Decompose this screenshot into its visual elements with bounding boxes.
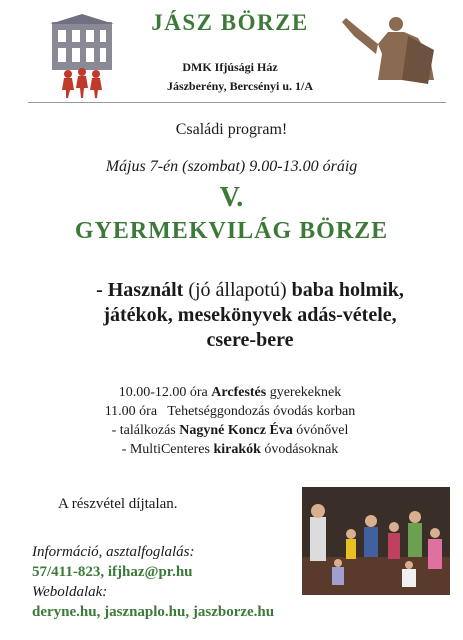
web-label: Weboldalak: <box>32 584 108 600</box>
contact-line: 57/411-823, ifjhaz@pr.hu <box>32 564 193 580</box>
event-description <box>40 278 460 353</box>
statue-image <box>338 14 440 86</box>
contact-info <box>32 542 302 622</box>
jasz-borze-logo <box>46 12 118 100</box>
header-divider <box>28 102 446 103</box>
info-label: Információ, asztalfoglalás: <box>32 544 195 560</box>
websites-line: deryne.hu, jasznaplo.hu, jaszborze.hu <box>32 604 275 620</box>
schedule-item: - találkozás Nagyné Koncz Éva óvónővel <box>111 423 349 438</box>
description-line-1: - Használt (jó állapotú) baba holmik, <box>96 279 404 301</box>
program-type: Családi program! <box>175 121 288 138</box>
schedule-item: 11.00 óra Tehetséggondozás óvodás korban <box>104 404 356 419</box>
event-date-time: Május 7-én (szombat) 9.00-13.00 óráig <box>105 158 358 175</box>
event-name: GYERMEKVILÁG BÖRZE <box>74 218 389 244</box>
schedule <box>60 383 400 459</box>
description-line-2: játékok, mesekönyvek adás-vétele, <box>103 304 397 326</box>
organization-name: DMK Ifjúsági Ház <box>182 60 278 74</box>
description-line-3: csere-bere <box>206 329 294 351</box>
header-title: JÁSZ BÖRZE <box>151 10 309 35</box>
event-photo <box>302 487 450 595</box>
schedule-item: - MultiCenteres kirakók óvodásoknak <box>121 442 339 457</box>
schedule-item: 10.00-12.00 óra Arcfestés gyerekeknek <box>118 385 342 400</box>
address: Jászberény, Bercsényi u. 1/A <box>166 79 314 93</box>
free-entry-note: A részvétel díjtalan. <box>58 496 178 512</box>
event-edition: V. <box>219 182 244 213</box>
